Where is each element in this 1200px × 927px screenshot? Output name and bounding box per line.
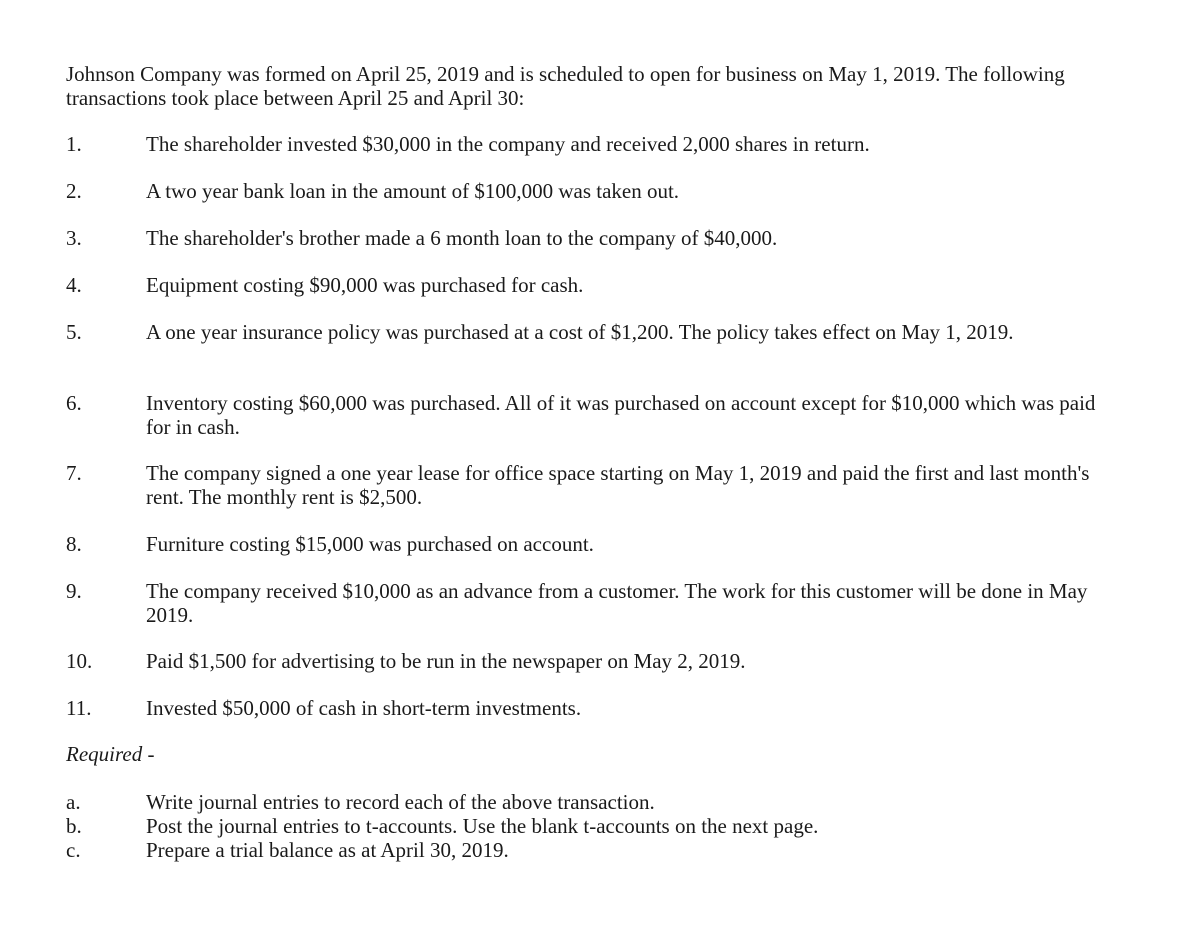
required-text: Write journal entries to record each of the above transaction.	[146, 790, 655, 814]
transaction-text: Inventory costing $60,000 was purchased. All of it was purchased on account except for $10,000 which was paid for in cash.	[146, 391, 1096, 439]
required-heading: Required -	[66, 742, 155, 766]
required-text: Post the journal entries to t-accounts. Use the blank t-accounts on the next page.	[146, 814, 819, 838]
required-letter: c.	[66, 838, 81, 862]
required-text: Prepare a trial balance as at April 30, 2019.	[146, 838, 509, 862]
transaction-number: 11.	[66, 696, 92, 720]
transaction-number: 1.	[66, 132, 82, 156]
transaction-text: Paid $1,500 for advertising to be run in the newspaper on May 2, 2019.	[146, 649, 746, 673]
transaction-number: 3.	[66, 226, 82, 250]
transaction-number: 6.	[66, 391, 82, 415]
transaction-number: 10.	[66, 649, 93, 673]
intro-paragraph: Johnson Company was formed on April 25, 2019 and is scheduled to open for business on May 1, 2019. The following transactions took place between April 25 and April 30:	[66, 62, 1065, 110]
transaction-text: Furniture costing $15,000 was purchased on account.	[146, 532, 594, 556]
transaction-number: 7.	[66, 461, 82, 485]
transaction-text: The company received $10,000 as an advance from a customer. The work for this customer will be done in May 2019.	[146, 579, 1088, 627]
required-letter: b.	[66, 814, 82, 838]
transaction-text: Invested $50,000 of cash in short-term investments.	[146, 696, 582, 720]
transaction-text: The company signed a one year lease for office space starting on May 1, 2019 and paid the first and last month's rent. The monthly rent is $2,500.	[146, 461, 1090, 509]
transaction-text: A one year insurance policy was purchased at a cost of $1,200. The policy takes effect on May 1, 2019.	[146, 320, 1014, 344]
transaction-number: 4.	[66, 273, 82, 297]
transaction-number: 5.	[66, 320, 82, 344]
required-letter: a.	[66, 790, 81, 814]
transaction-number: 2.	[66, 179, 82, 203]
transaction-number: 8.	[66, 532, 82, 556]
transaction-number: 9.	[66, 579, 82, 603]
transaction-text: Equipment costing $90,000 was purchased for cash.	[146, 273, 584, 297]
transaction-text: A two year bank loan in the amount of $100,000 was taken out.	[146, 179, 680, 203]
transaction-text: The shareholder invested $30,000 in the company and received 2,000 shares in return.	[146, 132, 870, 156]
transaction-text: The shareholder's brother made a 6 month loan to the company of $40,000.	[146, 226, 778, 250]
